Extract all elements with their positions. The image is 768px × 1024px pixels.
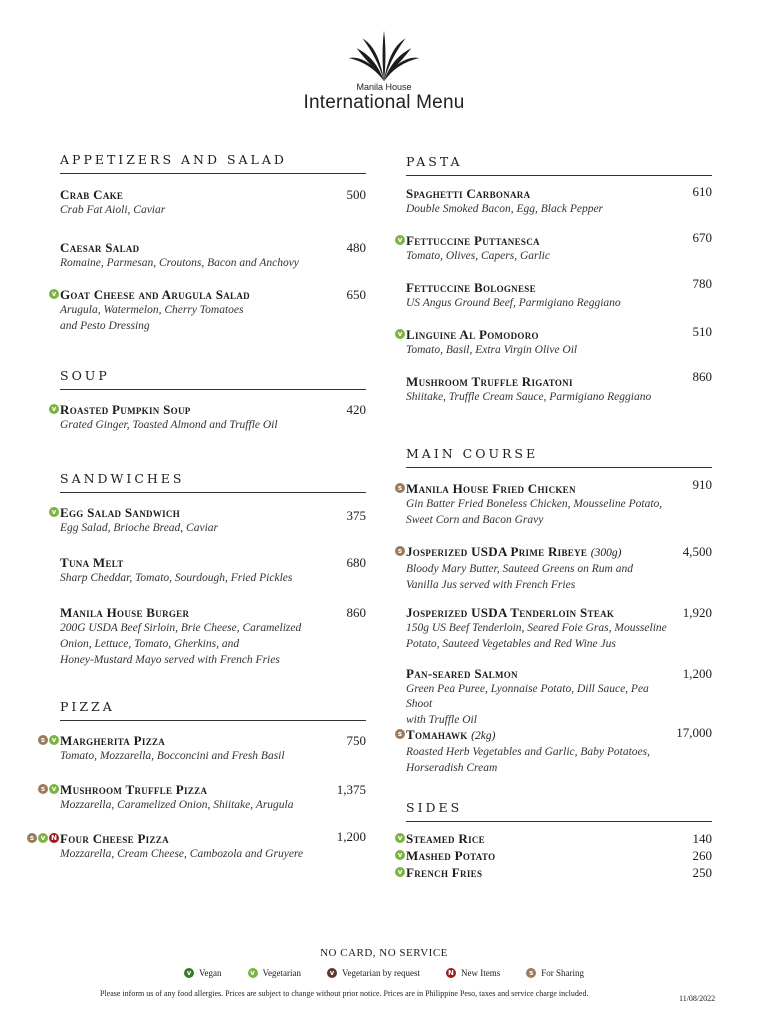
menu-item-pan-seared-salmon (406, 666, 712, 728)
item-name: Manila House Burger (60, 605, 190, 620)
vegetarian-icon: v (49, 784, 59, 794)
item-price: 250 (692, 865, 712, 880)
item-desc: Sweet Corn and Bacon Gravy (406, 514, 544, 526)
diet-icons (38, 735, 59, 745)
vegetarian-icon: v (49, 735, 59, 745)
item-desc: Grated Ginger, Toasted Almond and Truffle Oil (60, 419, 278, 431)
section-title: APPETIZERS AND SALAD (60, 152, 366, 174)
item-name-text: Josperized USDA Prime Ribeye (406, 544, 588, 559)
menu-item-mushroom-truffle-pizza (40, 782, 366, 813)
item-price: 860 (692, 369, 712, 384)
diet-icons (49, 507, 59, 517)
menu-item-fried-chicken (397, 477, 712, 528)
menu-item-steamed-rice (397, 831, 712, 846)
legend-label: For Sharing (541, 968, 584, 978)
item-price: 780 (692, 276, 712, 291)
item-name: Mushroom Truffle Pizza (60, 782, 208, 797)
item-desc: Shiitake, Truffle Cream Sauce, Parmigiano Reggiano (406, 391, 652, 403)
item-desc: Green Pea Puree, Lyonnaise Potato, Dill Sauce, Pea Shoot (406, 683, 649, 710)
menu-item-four-cheese-pizza (29, 829, 366, 862)
menu-item-pumpkin-soup (51, 402, 366, 433)
diet-icons (27, 833, 59, 843)
menu-item-goat-cheese-salad (51, 287, 366, 334)
item-price: 480 (346, 240, 366, 255)
menu-item-margherita-pizza (40, 733, 366, 764)
vegetarian-icon: v (395, 833, 405, 843)
legend-new-items (446, 968, 500, 978)
item-name: Spaghetti Carbonara (406, 186, 531, 201)
for-sharing-icon: s (38, 784, 48, 794)
vegetarian-icon: v (49, 289, 59, 299)
item-desc: Mozzarella, Caramelized Onion, Shiitake, Arugula (60, 799, 294, 811)
item-desc: US Angus Ground Beef, Parmigiano Reggiano (406, 297, 621, 309)
item-price: 260 (692, 848, 712, 863)
legend-label: Vegetarian (262, 968, 301, 978)
menu-item-mashed-potato (397, 848, 712, 863)
section-appetizers (60, 152, 366, 174)
section-title: PASTA (406, 154, 712, 176)
item-desc: Potato, Sauteed Vegetables and Red Wine Jus (406, 638, 616, 650)
item-name: Margherita Pizza (60, 733, 166, 748)
diet-icons (49, 404, 59, 414)
item-desc: Double Smoked Bacon, Egg, Black Pepper (406, 203, 604, 215)
section-sides (406, 800, 712, 822)
item-price: 860 (346, 605, 366, 620)
item-price: 500 (346, 187, 366, 202)
brand-name: Manila House (356, 82, 412, 92)
item-price: 375 (346, 508, 366, 523)
section-pizza (60, 699, 366, 721)
section-soup (60, 368, 366, 390)
menu-date: 11/08/2022 (679, 994, 716, 1003)
item-name-text: Tomahawk (406, 727, 468, 742)
item-price: 650 (346, 287, 366, 302)
diet-icons (395, 729, 405, 739)
legend-label: Vegetarian by request (342, 968, 420, 978)
diet-icons (395, 483, 405, 493)
palm-leaves-logo-icon (345, 28, 423, 84)
vegetarian-icon: v (395, 235, 405, 245)
legend-for-sharing (526, 968, 584, 978)
menu-item-linguine-al-pomodoro (397, 324, 712, 358)
menu-item-mushroom-truffle-rigatoni (406, 369, 712, 405)
item-name: Linguine Al Pomodoro (406, 327, 539, 342)
item-desc: Tomato, Basil, Extra Virgin Olive Oil (406, 344, 578, 356)
item-name: French Fries (406, 865, 483, 880)
vegetarian-icon: v (38, 833, 48, 843)
diet-icons (395, 850, 405, 860)
menu-title: International Menu (303, 92, 465, 113)
for-sharing-icon: s (395, 546, 405, 556)
menu-item-caesar-salad (60, 240, 366, 271)
menu-item-egg-salad-sandwich (51, 505, 366, 536)
item-price: 1,200 (336, 829, 366, 844)
item-name: Pan-seared Salmon (406, 666, 518, 681)
diet-icons (395, 867, 405, 877)
vegetarian-icon: v (248, 968, 258, 978)
item-weight: (2kg) (471, 730, 496, 742)
for-sharing-icon: s (395, 729, 405, 739)
menu-header (0, 28, 768, 114)
section-main-course (406, 446, 712, 468)
for-sharing-icon: s (526, 968, 536, 978)
item-name: Four Cheese Pizza (60, 831, 169, 846)
item-price: 750 (346, 733, 366, 748)
menu-item-tenderloin-steak (406, 605, 712, 652)
item-name (406, 727, 712, 744)
item-name: Roasted Pumpkin Soup (60, 402, 191, 417)
item-name: Fettuccine Bolognese (406, 280, 536, 295)
item-desc: Roasted Herb Vegetables and Garlic, Baby Potatoes, (406, 746, 651, 758)
item-price: 670 (692, 230, 712, 245)
item-desc: 150g US Beef Tenderloin, Seared Foie Gras, Mousseline (406, 622, 667, 634)
item-desc: Horseradish Cream (406, 762, 498, 774)
item-price: 1,375 (336, 782, 366, 797)
menu-item-tuna-melt (60, 555, 366, 586)
item-price: 910 (692, 477, 712, 492)
item-desc: Tomato, Mozzarella, Bocconcini and Fresh Basil (60, 750, 285, 762)
diet-icons (38, 784, 59, 794)
section-pasta (406, 154, 712, 176)
item-desc: Romaine, Parmesan, Croutons, Bacon and Anchovy (60, 257, 299, 269)
item-name: Egg Salad Sandwich (60, 505, 181, 520)
item-name: Josperized USDA Tenderloin Steak (406, 605, 615, 620)
item-price: 1,920 (682, 605, 712, 620)
item-price: 680 (346, 555, 366, 570)
item-price: 610 (692, 184, 712, 199)
item-price: 140 (692, 831, 712, 846)
menu-item-prime-ribeye (397, 544, 712, 593)
diet-icons (49, 289, 59, 299)
item-name: Mushroom Truffle Rigatoni (406, 374, 573, 389)
item-desc: Honey-Mustard Mayo served with French Fries (60, 654, 280, 666)
diet-icons (395, 329, 405, 339)
legend (0, 968, 768, 978)
new-item-icon: N (49, 833, 59, 843)
item-name: Tuna Melt (60, 555, 124, 570)
item-weight: (300g) (590, 547, 622, 559)
menu-item-fettuccine-puttanesca (397, 230, 712, 264)
menu-item-crab-cake (60, 187, 366, 218)
legend-label: Vegan (199, 968, 222, 978)
item-name: Steamed Rice (406, 831, 485, 846)
item-name: Fettuccine Puttanesca (406, 233, 540, 248)
vegetarian-by-request-icon: v (327, 968, 337, 978)
item-name: Goat Cheese and Arugula Salad (60, 287, 250, 302)
legend-vegetarian-by-request (327, 968, 420, 978)
item-price: 1,200 (682, 666, 712, 681)
item-desc: Onion, Lettuce, Tomato, Gherkins, and (60, 638, 240, 650)
legend-vegan (184, 968, 222, 978)
item-desc: Arugula, Watermelon, Cherry Tomatoes (60, 304, 244, 316)
item-desc: Tomato, Olives, Capers, Garlic (406, 250, 550, 262)
section-title: MAIN COURSE (406, 446, 712, 468)
vegetarian-icon: v (395, 867, 405, 877)
item-desc: Egg Salad, Brioche Bread, Caviar (60, 522, 218, 534)
legend-vegetarian (248, 968, 301, 978)
item-price: 420 (346, 402, 366, 417)
no-card-no-service-notice: NO CARD, NO SERVICE (320, 947, 448, 959)
item-desc: Gin Batter Fried Boneless Chicken, Mousseline Potato, (406, 498, 663, 510)
item-desc: Sharp Cheddar, Tomato, Sourdough, Fried Pickles (60, 572, 293, 584)
diet-icons (395, 833, 405, 843)
item-desc: Vanilla Jus served with French Fries (406, 579, 576, 591)
item-desc: Mozzarella, Cream Cheese, Cambozola and Gruyere (60, 848, 304, 860)
section-sandwiches (60, 471, 366, 493)
for-sharing-icon: s (395, 483, 405, 493)
vegetarian-icon: v (395, 850, 405, 860)
menu-item-spaghetti-carbonara (406, 186, 712, 217)
vegetarian-icon: v (395, 329, 405, 339)
for-sharing-icon: s (27, 833, 37, 843)
menu-item-french-fries (397, 865, 712, 880)
item-name: Caesar Salad (60, 240, 140, 255)
vegetarian-icon: v (49, 507, 59, 517)
section-title: SIDES (406, 800, 712, 822)
item-price: 17,000 (676, 725, 712, 740)
allergy-price-note: Please inform us of any food allergies. Prices are subject to change without prior notice. Prices are in Philippine Peso, taxes and service charge included. (100, 989, 589, 998)
item-price: 510 (692, 324, 712, 339)
item-price: 4,500 (682, 544, 712, 559)
legend-label: New Items (460, 968, 501, 978)
vegetarian-icon: v (49, 404, 59, 414)
item-desc: Bloody Mary Butter, Sauteed Greens on Rum and (406, 563, 633, 575)
new-item-icon: N (446, 968, 456, 978)
item-desc: and Pesto Dressing (60, 320, 150, 332)
item-desc: 200G USDA Beef Sirloin, Brie Cheese, Caramelized (60, 622, 302, 634)
menu-item-manila-house-burger (60, 605, 366, 668)
item-name: Mashed Potato (406, 848, 496, 863)
item-name: Crab Cake (60, 187, 124, 202)
menu-item-fettuccine-bolognese (406, 276, 712, 311)
diet-icons (395, 235, 405, 245)
for-sharing-icon: s (38, 735, 48, 745)
item-name (406, 544, 712, 561)
menu-item-tomahawk (397, 725, 712, 776)
item-desc: Crab Fat Aioli, Caviar (60, 204, 166, 216)
vegan-icon: v (184, 968, 194, 978)
diet-icons (395, 546, 405, 556)
section-title: PIZZA (60, 699, 366, 721)
item-desc: with Truffle Oil (406, 714, 477, 726)
section-title: SOUP (60, 368, 366, 390)
section-title: SANDWICHES (60, 471, 366, 493)
item-name: Manila House Fried Chicken (406, 481, 576, 496)
